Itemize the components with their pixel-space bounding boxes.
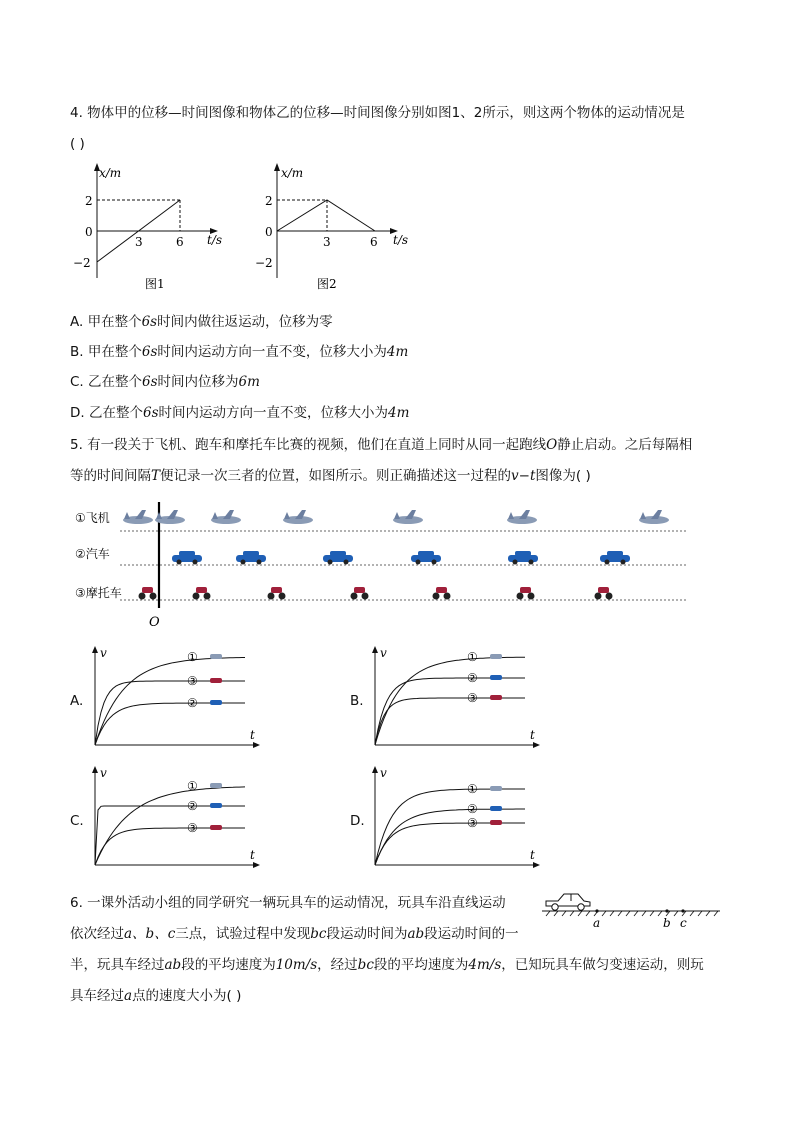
curve-icon [210,700,222,705]
toy-car-icon [546,894,590,910]
vt-option-label[interactable]: D. [350,813,365,829]
curve-icon [210,825,222,830]
curve-label: ② [187,799,198,813]
vt-curve [375,809,525,865]
vt-curve [95,658,245,746]
vt-curve [375,657,525,745]
curve-icon [490,820,502,825]
vt-axis-t: t [530,848,535,862]
vt-curve [95,681,245,745]
curve-icon [490,695,502,700]
q6-stem-line1: 6. 一课外活动小组的同学研究一辆玩具车的运动情况，玩具车沿直线运动 [70,895,506,911]
vt-option-label[interactable]: C. [70,813,84,829]
q6-stem-line4: 具车经过a点的速度大小为( ) [70,988,242,1004]
fig1-ytick: −2 [73,256,91,270]
vt-option-label[interactable]: A. [70,693,84,709]
fig2-ylabel: x/m [281,166,304,180]
origin-label: O [149,615,160,630]
fig2-ytick: 0 [265,225,273,239]
q4-option-b[interactable]: B. 甲在整个6s时间内运动方向一直不变，位移大小为4m [70,344,409,360]
q4-stem-line2: ( ) [70,136,85,152]
vt-option-label[interactable]: B. [350,693,364,709]
vt-curve [375,823,525,865]
curve-label: ③ [467,691,478,705]
vt-graph-b[interactable] [350,645,550,757]
point-b-label: b [663,916,671,930]
vt-curve [375,698,525,745]
curve-label: ① [187,650,198,664]
vt-axis-v: v [380,646,387,660]
curve-icon [210,678,222,683]
fig1-ylabel: x/m [99,166,122,180]
vt-curve [95,828,245,865]
vt-graph-c[interactable] [70,765,270,877]
curve-label: ① [467,650,478,664]
q4-stem-line1: 4. 物体甲的位移—时间图像和物体乙的位移—时间图像分别如图1、2所示，则这两个物体的运动情况是 [70,105,685,121]
fig1-ytick: 0 [85,225,93,239]
curve-icon [490,675,502,680]
fig2-ytick: −2 [255,256,273,270]
vt-axis-v: v [380,766,387,780]
point-c-marker [681,909,684,912]
fig2-xtick: 6 [370,235,378,249]
fig1-xtick: 3 [135,235,143,249]
q4-option-c[interactable]: C. 乙在整个6s时间内位移为6m [70,374,260,390]
vt-axis-t: t [530,728,535,742]
q5-race-figure [70,500,700,632]
vt-graph-a[interactable] [70,645,270,757]
vt-curve [95,787,245,865]
q5-stem-line1: 5. 有一段关于飞机、跑车和摩托车比赛的视频，他们在直道上同时从同一起跑线O静止启动。之后每隔相 [70,437,693,453]
vt-curve [375,678,525,745]
vt-axis-v: v [100,766,107,780]
curve-label: ① [467,782,478,796]
curve-icon [490,654,502,659]
curve-label: ③ [467,816,478,830]
curve-icon [490,786,502,791]
curve-icon [210,783,222,788]
car-icons [172,551,630,565]
curve-label: ② [467,802,478,816]
curve-label: ② [467,671,478,685]
motorcycle-icons [139,587,613,600]
fig1-ytick: 2 [85,194,93,208]
fig1-caption: 图1 [145,277,165,291]
q5-stem-line2: 等的时间间隔T便记录一次三者的位置，如图所示。则正确描述这一过程的v−t图像为( ) [70,468,591,484]
curve-label: ③ [187,674,198,688]
curve-label: ① [187,779,198,793]
curve-label: ② [187,696,198,710]
q6-toy-car-figure [540,890,725,930]
q6-stem-line3: 半，玩具车经过ab段的平均速度为10m/s，经过bc段的平均速度为4m/s，已知玩具车做匀变速运动，则玩 [70,957,704,973]
vt-axis-v: v [100,646,107,660]
q4-option-d[interactable]: D. 乙在整个6s时间内运动方向一直不变，位移大小为4m [70,405,410,421]
point-a-marker [595,909,598,912]
vt-axis-t: t [250,848,255,862]
point-c-label: c [680,916,687,930]
track-label-plane: ①飞机 [75,511,110,525]
vt-graph-d[interactable] [350,765,550,877]
vt-curve [95,703,245,745]
fig2-xtick: 3 [323,235,331,249]
q4-figure-2 [225,160,425,295]
point-a-label: a [593,916,601,930]
point-b-marker [665,909,668,912]
vt-axis-t: t [250,728,255,742]
fig2-line [277,200,375,231]
plane-icons [123,510,669,524]
curve-icon [490,806,502,811]
q4-option-a[interactable]: A. 甲在整个6s时间内做往返运动，位移为零 [70,314,333,330]
fig1-xlabel: t/s [207,233,223,247]
fig1-xtick: 6 [176,235,184,249]
vt-curve [95,806,245,865]
track-label-car: ②汽车 [75,547,110,561]
q4-figure-1 [55,160,245,295]
fig2-caption: 图2 [317,277,337,291]
fig2-xlabel: t/s [393,233,409,247]
fig2-ytick: 2 [265,194,273,208]
curve-label: ③ [187,821,198,835]
track-label-moto: ③摩托车 [75,586,122,600]
curve-icon [210,654,222,659]
curve-icon [210,803,222,808]
q6-stem-line2: 依次经过a、b、c三点，试验过程中发现bc段运动时间为ab段运动时间的一 [70,926,519,942]
